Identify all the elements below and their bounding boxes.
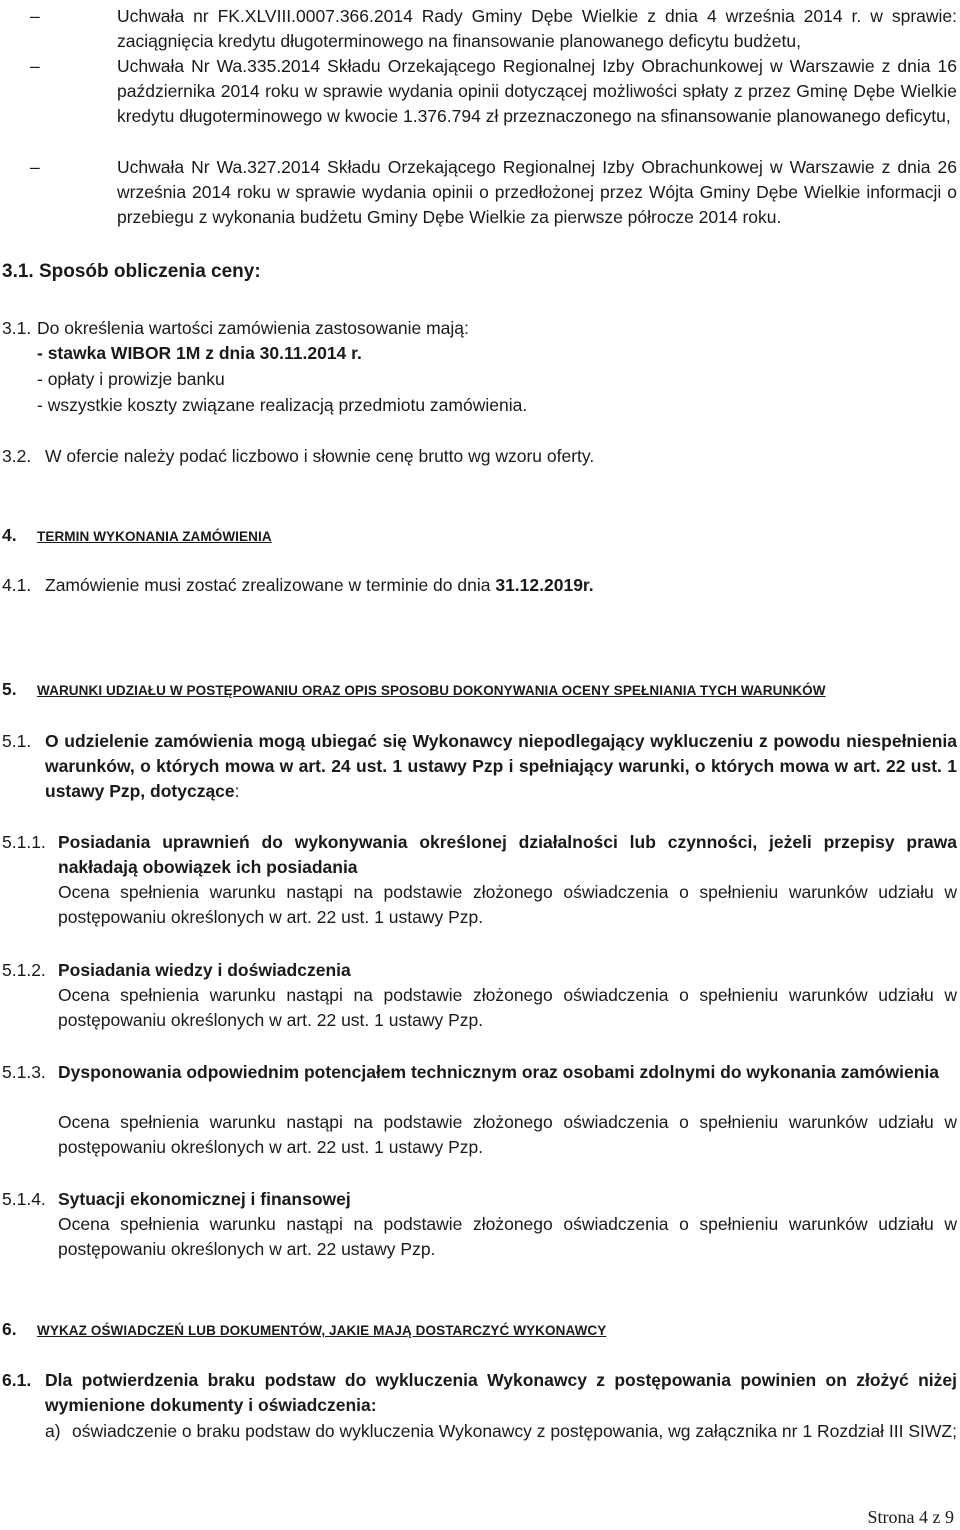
section-5-1-body: O udzielenie zamówienia mogą ubiegać się Wykonawcy niepodlegający wykluczeniu z powodu niespełnienia warunków, o których mowa w art. 24 ust. 1 ustawy Pzp i spełniający warunki, o których mowa w art. 22 ust. 1 ustawy Pzp, dotyczące (45, 731, 957, 801)
deadline-text: Zamówienie musi zostać zrealizowane w terminie do dnia (45, 575, 496, 595)
resolution-text: Uchwała nr FK.XLVIII.0007.366.2014 Rady Gminy Dębe Wielkie z dnia 4 września 2014 r. w sprawie: zaciągnięcia kredytu długoterminowego na finansowanie planowanego deficytu budżetu, (117, 6, 957, 51)
section-3-2-text: W ofercie należy podać liczbowo i słownie cenę brutto wg wzoru oferty. (45, 446, 595, 466)
condition-body: Ocena spełnienia warunku nastąpi na podstawie złożonego oświadczenia o spełnieniu warunków udziału w postępowaniu określonych w art. 22 ust. 1 ustawy Pzp. (58, 1112, 957, 1157)
section-3-2-num: 3.2. (2, 446, 32, 466)
condition-body: Ocena spełnienia warunku nastąpi na podstawie złożonego oświadczenia o spełnieniu warunków udziału w postępowaniu określonych w art. 22 ust. 1 ustawy Pzp. (58, 985, 957, 1030)
page-number: Strona 4 z 9 (867, 1507, 954, 1527)
section-4-1-text (45, 573, 594, 598)
section-6-1-num: 6.1. (2, 1370, 32, 1390)
list-item: - stawka WIBOR 1M z dnia 30.11.2014 r. (37, 343, 362, 363)
section-4-title: TERMIN WYKONANIA ZAMÓWIENIA (37, 529, 272, 544)
condition-num: 5.1.2. (2, 960, 46, 980)
section-4-1-num: 4.1. (2, 575, 32, 595)
resolution-text: Uchwała Nr Wa.335.2014 Składu Orzekającego Regionalnej Izby Obrachunkowej w Warszawie z dnia 16 października 2014 roku w sprawie wydania opinii dotyczącej możliwości spłaty z przez Gminę Dębe Wielkie kredytu długoterminowego w kwocie 1.376.794 zł przeznaczonego na sfinansowanie planowanego deficytu, (117, 56, 957, 126)
bullet-dash: – (30, 56, 40, 76)
bullet-dash: – (30, 157, 40, 177)
list-item-label: a) (45, 1421, 61, 1441)
deadline-date: 31.12.2019r. (495, 575, 594, 595)
section-3-1-intro: Do określenia wartości zamówienia zastosowanie mają: (37, 318, 469, 338)
section-5-1-colon: : (234, 781, 240, 801)
section-6-1-text: Dla potwierdzenia braku podstaw do wykluczenia Wykonawcy z postępowania powinien on złożyć niżej wymienione dokumenty i oświadczenia: (45, 1370, 957, 1415)
section-3-1-num: 3.1. (2, 318, 32, 338)
section-4-num: 4. (2, 525, 17, 545)
condition-title: Sytuacji ekonomicznej i finansowej (58, 1189, 351, 1209)
condition-title: Posiadania wiedzy i doświadczenia (58, 960, 351, 980)
condition-num: 5.1.4. (2, 1189, 46, 1209)
section-heading-3-1: 3.1. Sposób obliczenia ceny: (2, 261, 261, 282)
condition-title: Posiadania uprawnień do wykonywania określonej działalności lub czynności, jeżeli przepisy prawa nakładają obowiązek ich posiadania (58, 832, 957, 877)
section-6-num: 6. (2, 1319, 17, 1339)
section-5-title: WARUNKI UDZIAŁU W POSTĘPOWANIU ORAZ OPIS SPOSOBU DOKONYWANIA OCENY SPEŁNIANIA TYCH WARUNKÓW (37, 683, 826, 698)
resolution-text: Uchwała Nr Wa.327.2014 Składu Orzekającego Regionalnej Izby Obrachunkowej w Warszawie z dnia 26 września 2014 roku w sprawie wydania opinii o przedłożonej przez Wójta Gminy Dębe Wielkie informacji o przebiegu z wykonania budżetu Gminy Dębe Wielkie za pierwsze półrocze 2014 roku. (117, 157, 957, 227)
section-5-num: 5. (2, 679, 17, 699)
condition-num: 5.1.1. (2, 832, 46, 852)
section-5-1-num: 5.1. (2, 731, 32, 751)
condition-body: Ocena spełnienia warunku nastąpi na podstawie złożonego oświadczenia o spełnieniu warunków udziału w postępowaniu określonych w art. 22 ustawy Pzp. (58, 1214, 957, 1259)
condition-body: Ocena spełnienia warunku nastąpi na podstawie złożonego oświadczenia o spełnieniu warunków udziału w postępowaniu określonych w art. 22 ust. 1 ustawy Pzp. (58, 882, 957, 927)
condition-title: Dysponowania odpowiednim potencjałem technicznym oraz osobami zdolnymi do wykonania zamówienia (58, 1062, 939, 1082)
list-item: - opłaty i prowizje banku (37, 369, 225, 389)
section-6-title: WYKAZ OŚWIADCZEŃ LUB DOKUMENTÓW, JAKIE MAJĄ DOSTARCZYĆ WYKONAWCY (37, 1323, 607, 1338)
condition-num: 5.1.3. (2, 1062, 46, 1082)
list-item: - wszystkie koszty związane realizacją przedmiotu zamówienia. (37, 395, 528, 415)
section-5-1-text (45, 729, 957, 804)
list-item: oświadczenie o braku podstaw do wykluczenia Wykonawcy z postępowania, wg załącznika nr 1 Rozdział III SIWZ; (72, 1421, 957, 1441)
bullet-dash: – (30, 6, 40, 26)
